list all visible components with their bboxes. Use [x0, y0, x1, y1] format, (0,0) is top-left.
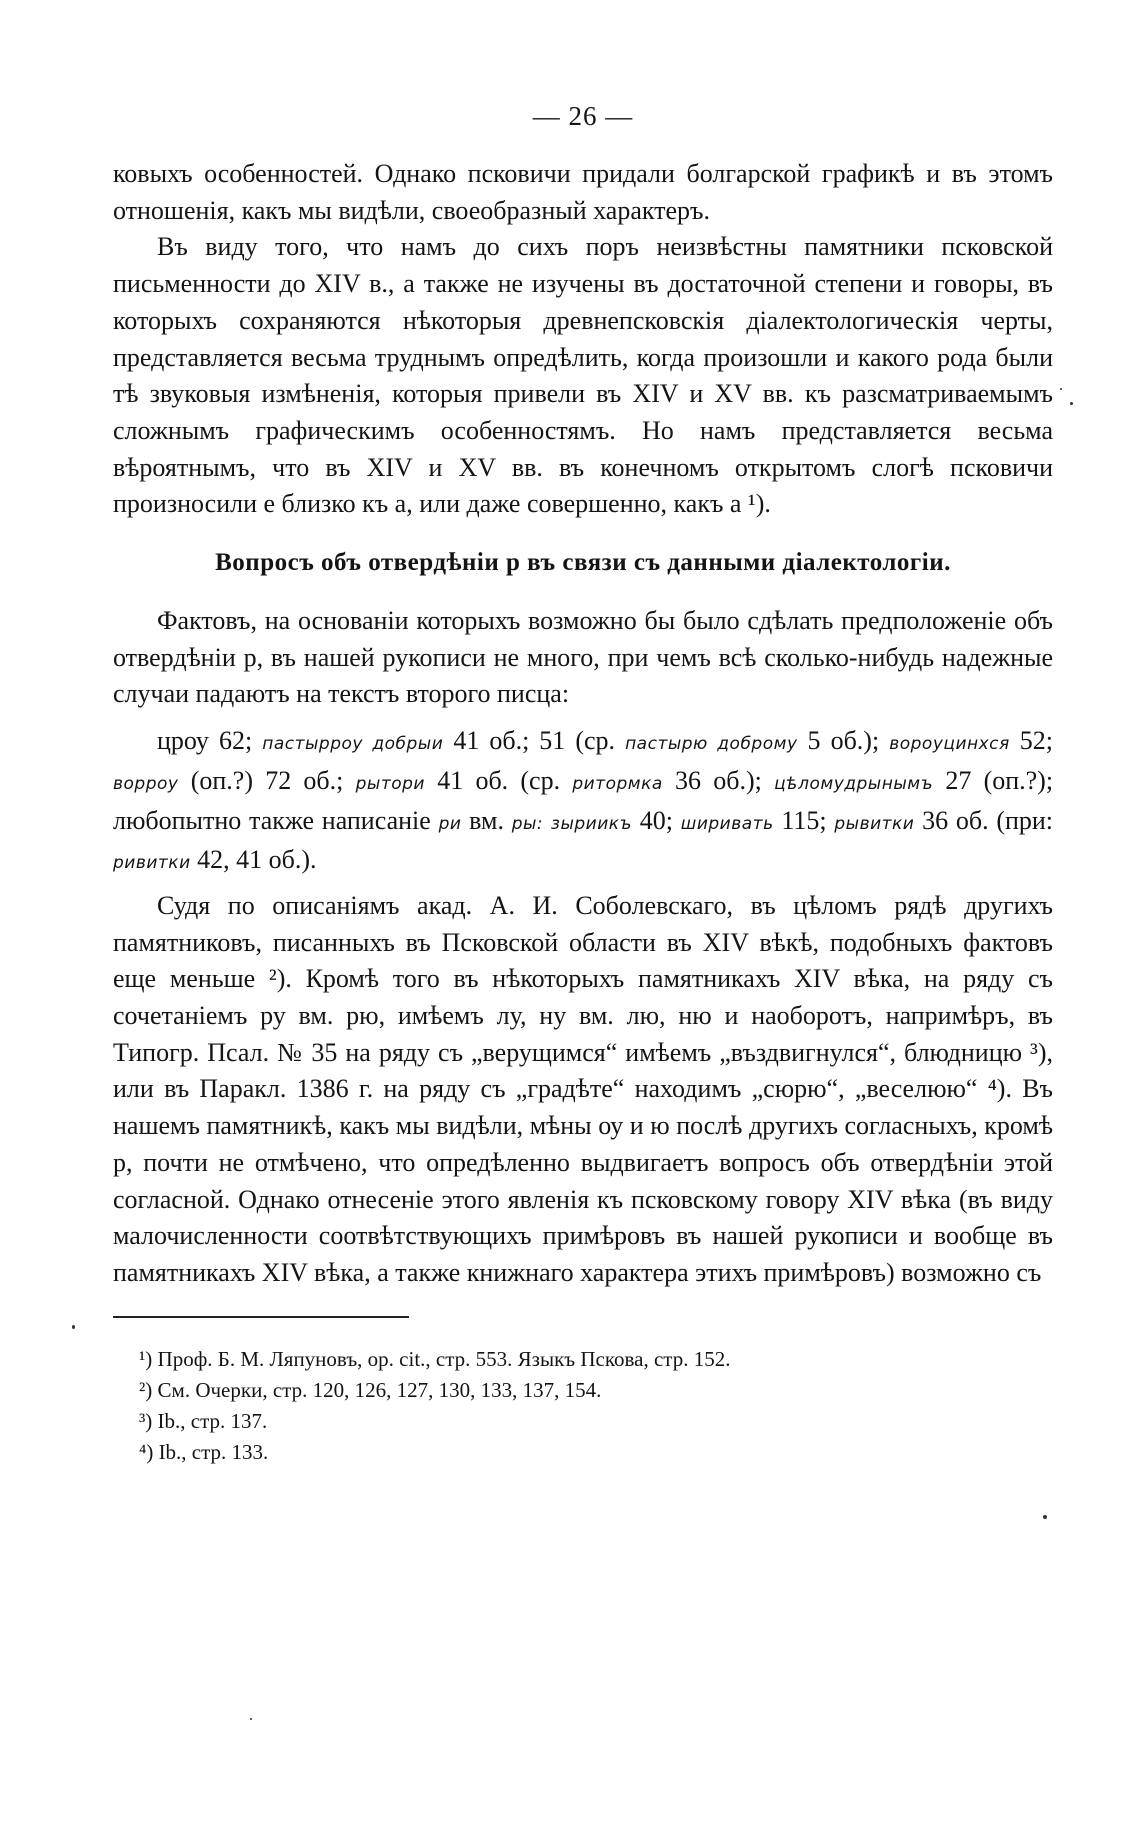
example-text: 36 об. (при:	[922, 805, 1054, 835]
example-text: 27 (оп.?); любопытно также написаніе	[113, 765, 1054, 835]
scan-speck	[250, 1718, 252, 1720]
old-slavonic-word: ри	[438, 813, 462, 834]
old-slavonic-word: цѣломудрынымъ	[774, 773, 934, 794]
paragraph-facts: Фактовъ, на основаніи которыхъ возможно бы было сдѣлать предположеніе объ отвердѣніи р, въ нашей рукописи не много, при чемъ всѣ сколько-нибудь надежные случаи падаютъ на текстъ второго писца:	[113, 606, 1053, 709]
example-text: 5 об.);	[807, 726, 880, 756]
old-slavonic-word: рытори	[355, 773, 425, 794]
old-slavonic-word: ры:	[511, 813, 544, 834]
footnote-1: ¹) Проф. Б. М. Ляпуновъ, op. cit., стр. 553. Языкъ Пскова, стр. 152.	[139, 1346, 731, 1371]
example-text: 42, 41 об.).	[197, 845, 317, 875]
examples-paragraph	[113, 723, 1053, 882]
footnotes	[139, 1344, 1053, 1468]
old-slavonic-word: вороуцинхся	[889, 734, 1010, 755]
old-slavonic-word: пастырю доброму	[625, 734, 798, 755]
page-body	[113, 96, 1053, 1468]
old-slavonic-word: пастырроу добрыи	[262, 734, 444, 755]
example-text: 52;	[1019, 726, 1054, 756]
example-text: 115;	[781, 805, 827, 835]
scan-speck	[1043, 1515, 1047, 1519]
old-slavonic-word: рывитки	[834, 813, 915, 834]
section-heading: Вопросъ объ отвердѣніи р въ связи съ данными діалектологіи.	[215, 549, 951, 577]
paragraph-continuation: ковыхъ особенностей. Однако псковичи придали болгарской графикѣ и въ этомъ отношенія, какъ мы видѣли, своеобразный характеръ.	[113, 159, 1053, 225]
example-text: цроу 62;	[157, 726, 253, 756]
footnote-4: ⁴) Ib., стр. 133.	[139, 1439, 269, 1464]
example-text: вм.	[469, 805, 504, 835]
example-text: 36 об.);	[675, 765, 762, 795]
example-text: 41 об.; 51 (ср.	[453, 726, 616, 756]
old-slavonic-word: ворроу	[113, 773, 179, 794]
paragraph-pskov-graphics: Въ виду того, что намъ до сихъ поръ неизвѣстны памятники псковской письменности до XIV в., а также не изучены въ достаточной степени и говоры, въ которыхъ сохраняются нѣкоторыя древнепсковскія діалектологическія черты, представляется весьма труднымъ опредѣлить, когда произошли и какого рода были тѣ звуковыя измѣненія, которыя привели въ XIV и XV вв. къ разсматриваемымъ сложнымъ графическимъ особенностямъ. Но намъ представляется весьма вѣроятнымъ, что въ XIV и XV вв. въ конечномъ открытомъ слогѣ псковичи произносили е близко къ а, или даже совершенно, какъ а ¹).	[113, 232, 1053, 519]
example-text: (оп.?) 72 об.;	[190, 765, 344, 795]
footnote-divider	[113, 1316, 409, 1318]
footnote-2: ²) См. Очерки, стр. 120, 126, 127, 130, 133, 137, 154.	[139, 1377, 602, 1402]
old-slavonic-word: ритормка	[572, 773, 663, 794]
page-number: — 26 —	[532, 101, 634, 131]
paragraph-sobolevsky: Судя по описаніямъ акад. А. И. Соболевскаго, въ цѣломъ рядѣ другихъ памятниковъ, писанныхъ въ Псковской области въ XIV вѣкѣ, подобныхъ фактовъ еще меньше ²). Кромѣ того въ нѣкоторыхъ памятникахъ XIV вѣка, на ряду съ сочетаніемъ ру вм. рю, имѣемъ лу, ну вм. лю, ню и наоборотъ, напримѣръ, въ Типогр. Псал. № 35 на ряду съ „верущимся“ имѣемъ „въздвигнулся“, блюдницю ³), или въ Паракл. 1386 г. на ряду съ „градѣте“ находимъ „сюрю“, „веселюю“ ⁴). Въ нашемъ памятникѣ, какъ мы видѣли, мѣны оу и ю послѣ другихъ согласныхъ, кромѣ р, почти не отмѣчено, что опредѣленно выдвигаетъ вопросъ объ отвердѣніи этой согласной. Однако отнесеніе этого явленія къ псковскому говору XIV вѣка (въ виду малочисленности соотвѣтствующихъ примѣровъ въ нашей рукописи и вообще въ памятникахъ XIV вѣка, а также книжнаго характера этихъ примѣровъ) возможно съ	[113, 890, 1053, 1287]
example-text: 40;	[639, 805, 674, 835]
footnote-3: ³) Ib., стр. 137.	[139, 1408, 268, 1433]
scan-speck	[1070, 402, 1073, 405]
scan-speck	[1060, 388, 1062, 390]
old-slavonic-word: ширивать	[680, 813, 774, 834]
scan-speck	[72, 1325, 75, 1329]
old-slavonic-word: зыриикъ	[550, 813, 633, 834]
old-slavonic-word: ривитки	[113, 853, 191, 874]
example-text: 41 об. (ср.	[437, 765, 561, 795]
